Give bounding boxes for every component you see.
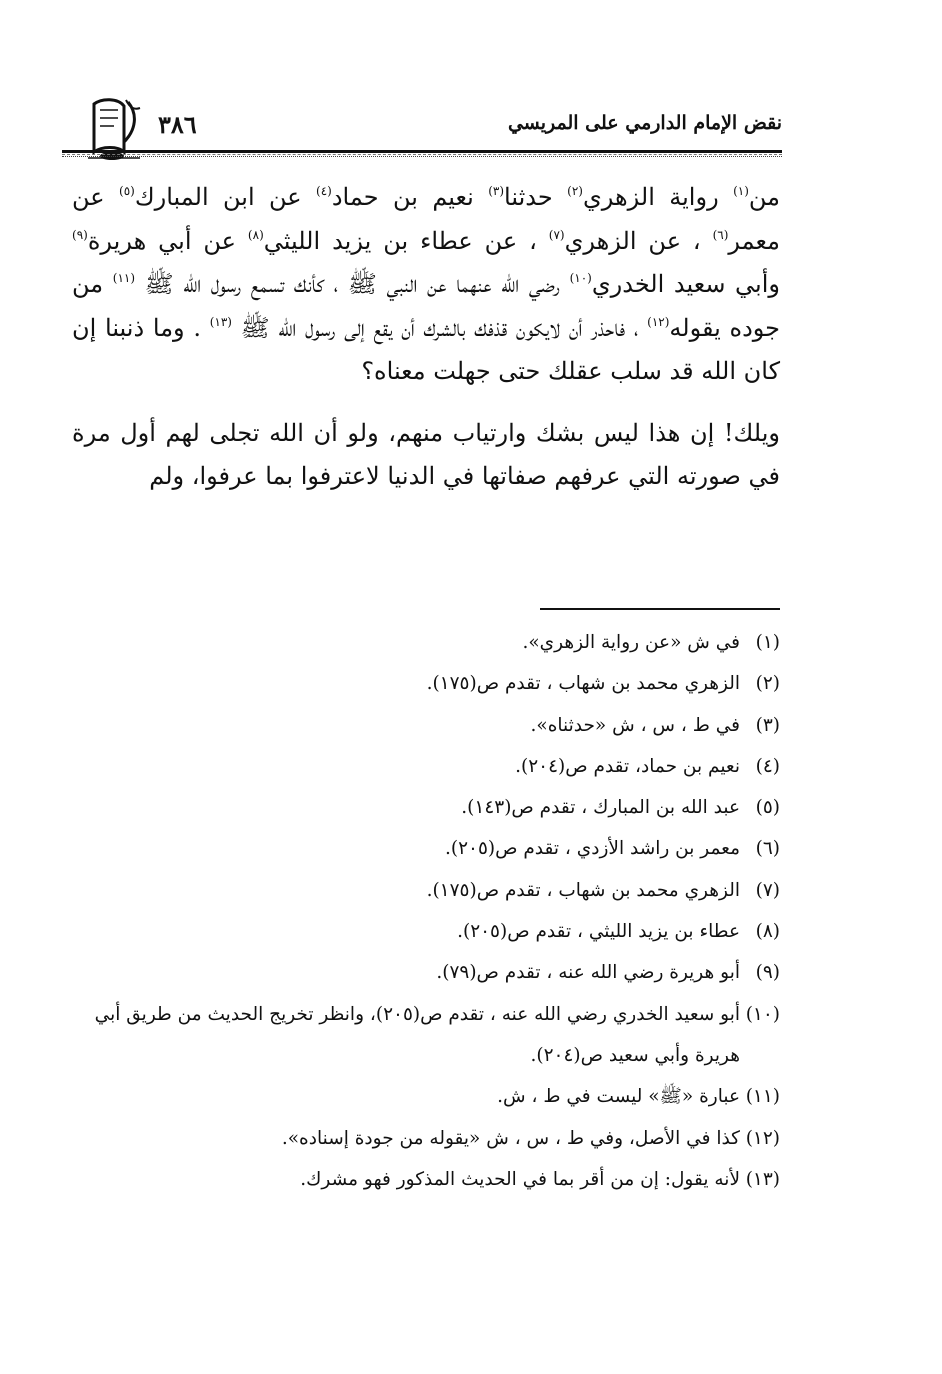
footnote-text: الزهري محمد بن شهاب ، تقدم ص(١٧٥). [426,879,740,901]
text-run: رضي الله عنهما عن النبي ﷺ ، كأنك تسمع رسول الله ﷺ [135,270,570,298]
footnote-text: عطاء بن يزيد الليثي ، تقدم ص(٢٠٥). [457,921,740,943]
footnote-text: في ش «عن رواية الزهري». [522,632,740,653]
footnote-text: أبو هريرة رضي الله عنه ، تقدم ص(٧٩). [436,962,740,984]
page-number: ٣٨٦ [158,110,197,139]
footnote-item [72,828,780,869]
footnote-item [72,622,780,663]
footnote-number: (٣) [755,714,780,736]
text-run: عن ابن المبارك [134,183,317,211]
running-title: نقض الإمام الدارمي على المريسي [507,112,782,134]
footnote-number: (١) [755,632,780,653]
footnote-ref: (١٣) [209,314,232,329]
footnote-text: لأنه يقول: إن من أقر بما في الحديث المذكور فهو مشرك. [300,1168,740,1190]
footnote-number: (٨) [755,921,780,943]
footnote-item [72,994,780,1077]
footnote-item [72,746,780,787]
footnote-separator [540,608,780,610]
footnote-ref: (١١) [112,271,136,285]
footnote-number: (٥) [755,797,780,819]
text-run: من جوده يقوله [72,270,781,342]
footnote-item [72,1118,780,1159]
footnote-ref: (٥) [119,184,135,198]
footnote-item [72,1159,780,1200]
footnote-ref: (١) [733,184,749,198]
footnote-item [72,787,780,828]
footnote-number: (١٣) [745,1168,780,1190]
text-run: رواية الزهري [582,183,734,211]
footnote-text: كذا في الأصل، وفي ط ، س ، ش «يقوله من جودة إسناده». [281,1127,740,1149]
footnote-item [72,705,780,746]
text-run: وأبي سعيد الخدري [591,270,780,298]
footnote-number: (٩) [755,962,780,984]
paragraph-2: ويلك! إن هذا ليس بشك وارتياب منهم، ولو أن الله تجلى لهم أول مرة في صورته التي عرفهم صفاتها في الدنيا لاعترفوا بما عرفوا، ولم [72,418,780,490]
text-run: من [748,183,781,211]
footnote-text: في ط ، س ، ش «حدثناه». [530,714,740,736]
footnote-ref: (٩) [72,227,88,242]
footnote-number: (١٢) [745,1127,780,1149]
text-run: نعيم بن حماد [331,183,489,211]
footnote-ref: (٨) [247,227,264,242]
footnote-number: (٢) [755,673,780,695]
footnote-ref: (٣) [488,184,505,198]
footnote-ref: (٦) [712,227,729,242]
text-run: عن أبي هريرة [87,226,248,255]
footnotes-list [72,622,780,1200]
footnote-text: أبو سعيد الخدري رضي الله عنه ، تقدم ص(٢٠٥)، وانظر تخريج الحديث من طريق أبي هريرة وأبي سعيد ص(٢٠٤). [94,1003,740,1066]
footnote-text: معمر بن راشد الأزدي ، تقدم ص(٢٠٥). [444,838,740,860]
footnote-ref: (١٢) [647,314,670,329]
footnote-text: الزهري محمد بن شهاب ، تقدم ص(١٧٥). [426,673,740,695]
footnote-number: (٦) [755,838,780,860]
footnote-item [72,911,780,952]
footnote-ref: (٤) [316,184,332,198]
footnote-item [72,870,780,911]
footnote-text: عبارة «ﷺ» ليست في ط ، ش. [497,1086,740,1108]
page-header [62,96,782,156]
footnote-number: (٤) [755,755,780,777]
text-run: ، عن الزهري [564,226,713,255]
footnote-text: عبد الله بن المبارك ، تقدم ص(١٤٣). [461,797,740,819]
footnote-number: (١٠) [745,1003,780,1025]
main-text [72,176,780,499]
footnote-item [72,1076,780,1117]
header-rule [62,150,782,157]
text-run: ، فاحذر أن لايكون قذفك بالشرك أن يقع إلى رسول الله ﷺ [231,313,648,342]
footnote-text: نعيم بن حماد، تقدم ص(٢٠٤). [515,755,740,777]
text-run: ، عن عطاء بن يزيد الليثي [263,226,549,255]
paragraph-1 [72,176,780,394]
footnote-ref: (٢) [567,184,583,198]
text-run: عن معمر [72,183,780,255]
footnote-number: (١١) [745,1086,780,1108]
footnote-item [72,663,780,704]
text-run: حدثنا [504,183,568,211]
text-run: . وما ذنبنا إن كان الله قد سلب عقلك حتى جهلت معناه؟ [72,313,780,385]
footnote-ref: (١٠) [569,271,592,285]
footnote-ref: (٧) [548,227,565,242]
footnote-number: (٧) [755,879,780,901]
footnote-item [72,952,780,993]
